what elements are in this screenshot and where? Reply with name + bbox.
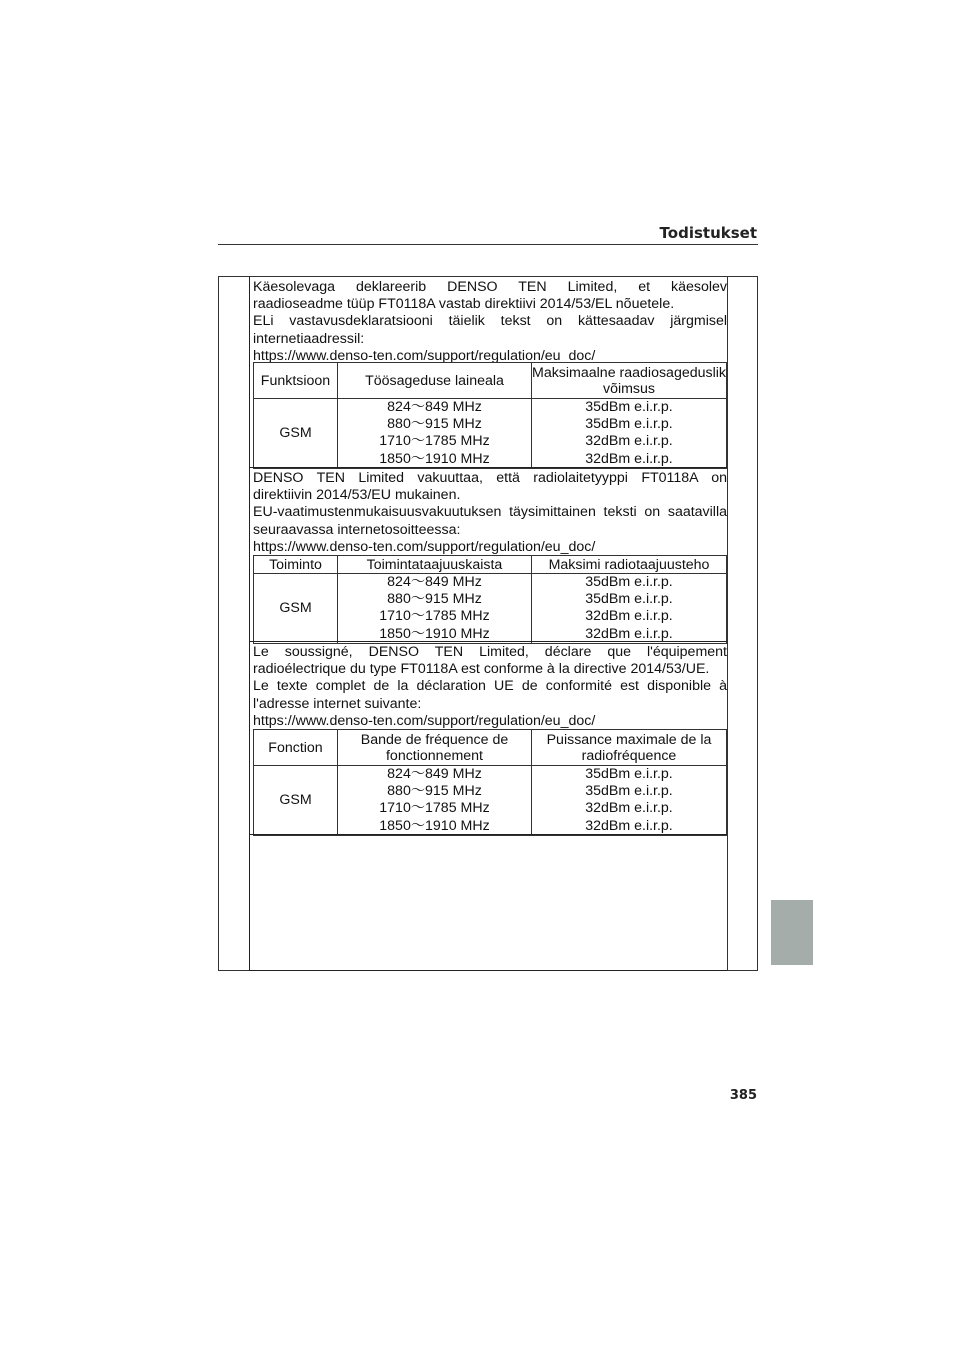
power-value: 32dBm e.i.r.p. bbox=[585, 817, 673, 834]
header-rule bbox=[218, 244, 758, 245]
header-function: Fonction bbox=[254, 730, 338, 766]
power-cell bbox=[532, 574, 727, 644]
paragraph-line: radioélectrique du type FT0118A est conforme à la directive 2014/53/UE. bbox=[253, 661, 710, 678]
header-function: Toiminto bbox=[254, 556, 338, 574]
band-value: 880～915 MHz bbox=[387, 591, 482, 608]
section-separator bbox=[250, 834, 727, 835]
declaration-url: https://www.denso-ten.com/support/regulation/eu_doc/ bbox=[253, 538, 596, 555]
paragraph-line: ELi vastavusdeklaratsiooni täielik tekst on kättesaadav järgmisel bbox=[253, 313, 727, 330]
spec-table-fr bbox=[253, 729, 727, 836]
declaration-paragraph-fi bbox=[253, 470, 727, 556]
power-value: 32dBm e.i.r.p. bbox=[585, 450, 673, 467]
band-value: 1710～1785 MHz bbox=[379, 433, 490, 450]
band-cell bbox=[338, 574, 532, 644]
power-value: 35dBm e.i.r.p. bbox=[585, 766, 673, 782]
power-value: 32dBm e.i.r.p. bbox=[585, 800, 673, 817]
declaration-url: https://www.denso-ten.com/support/regulation/eu_doc/ bbox=[253, 712, 596, 729]
band-value: 1850～1910 MHz bbox=[379, 450, 490, 467]
function-cell: GSM bbox=[254, 399, 338, 469]
band-value: 824～849 MHz bbox=[387, 574, 482, 590]
band-cell bbox=[338, 399, 532, 469]
spec-table-fi bbox=[253, 555, 727, 644]
power-cell bbox=[532, 399, 727, 469]
function-cell: GSM bbox=[254, 766, 338, 836]
power-value: 35dBm e.i.r.p. bbox=[585, 783, 673, 800]
power-value: 35dBm e.i.r.p. bbox=[585, 399, 673, 415]
band-value: 1710～1785 MHz bbox=[379, 608, 490, 625]
paragraph-line: EU-vaatimustenmukaisuusvakuutuksen täysimittainen teksti on saatavilla bbox=[253, 504, 727, 521]
power-value: 35dBm e.i.r.p. bbox=[585, 591, 673, 608]
header-band: Toimintataajuuskaista bbox=[338, 556, 532, 574]
header-function: Funktsioon bbox=[254, 363, 338, 399]
paragraph-line: DENSO TEN Limited vakuuttaa, että radiolaitetyyppi FT0118A on bbox=[253, 470, 727, 486]
band-cell bbox=[338, 766, 532, 836]
band-value: 880～915 MHz bbox=[387, 416, 482, 433]
header-power: Puissance maximale de la radiofréquence bbox=[532, 730, 727, 766]
paragraph-line: direktiivin 2014/53/EU mukainen. bbox=[253, 487, 461, 504]
band-value: 1850～1910 MHz bbox=[379, 625, 490, 642]
paragraph-line: Käesolevaga deklareerib DENSO TEN Limited, et käesolev bbox=[253, 279, 727, 295]
section-separator bbox=[250, 641, 727, 642]
paragraph-line: Le texte complet de la déclaration UE de conformité est disponible à bbox=[253, 678, 727, 695]
band-value: 1850～1910 MHz bbox=[379, 817, 490, 834]
declaration-paragraph-et bbox=[253, 279, 727, 365]
power-value: 35dBm e.i.r.p. bbox=[585, 416, 673, 433]
header-band: Bande de fréquence de fonctionnement bbox=[338, 730, 532, 766]
header-power: Maksimi radiotaajuusteho bbox=[532, 556, 727, 574]
function-cell: GSM bbox=[254, 574, 338, 644]
power-value: 32dBm e.i.r.p. bbox=[585, 625, 673, 642]
power-cell bbox=[532, 766, 727, 836]
band-value: 880～915 MHz bbox=[387, 783, 482, 800]
header-band: Töösageduse laineala bbox=[338, 363, 532, 399]
paragraph-line: Le soussigné, DENSO TEN Limited, déclare que l'équipement bbox=[253, 644, 727, 660]
page-number: 385 bbox=[729, 1088, 757, 1103]
paragraph-line: l'adresse internet suivante: bbox=[253, 695, 422, 712]
declaration-paragraph-fr bbox=[253, 644, 727, 730]
spec-table-et bbox=[253, 362, 727, 469]
band-value: 1710～1785 MHz bbox=[379, 800, 490, 817]
paragraph-line: internetiaadressil: bbox=[253, 330, 365, 347]
power-value: 32dBm e.i.r.p. bbox=[585, 433, 673, 450]
page-header-title: Todistukset bbox=[659, 224, 757, 242]
paragraph-line: raadioseadme tüüp FT0118A vastab direktiivi 2014/53/EL nõuetele. bbox=[253, 296, 675, 313]
section-separator bbox=[250, 467, 727, 468]
declaration-url: https://www.denso-ten.com/support/regulation/eu_doc/ bbox=[253, 347, 596, 364]
power-value: 32dBm e.i.r.p. bbox=[585, 608, 673, 625]
header-power: Maksimaalne raadiosageduslik võimsus bbox=[532, 364, 726, 397]
power-value: 35dBm e.i.r.p. bbox=[585, 574, 673, 590]
band-value: 824～849 MHz bbox=[387, 766, 482, 782]
band-value: 824～849 MHz bbox=[387, 399, 482, 415]
chapter-side-tab bbox=[771, 900, 813, 965]
paragraph-line: seuraavassa internetosoitteessa: bbox=[253, 521, 461, 538]
